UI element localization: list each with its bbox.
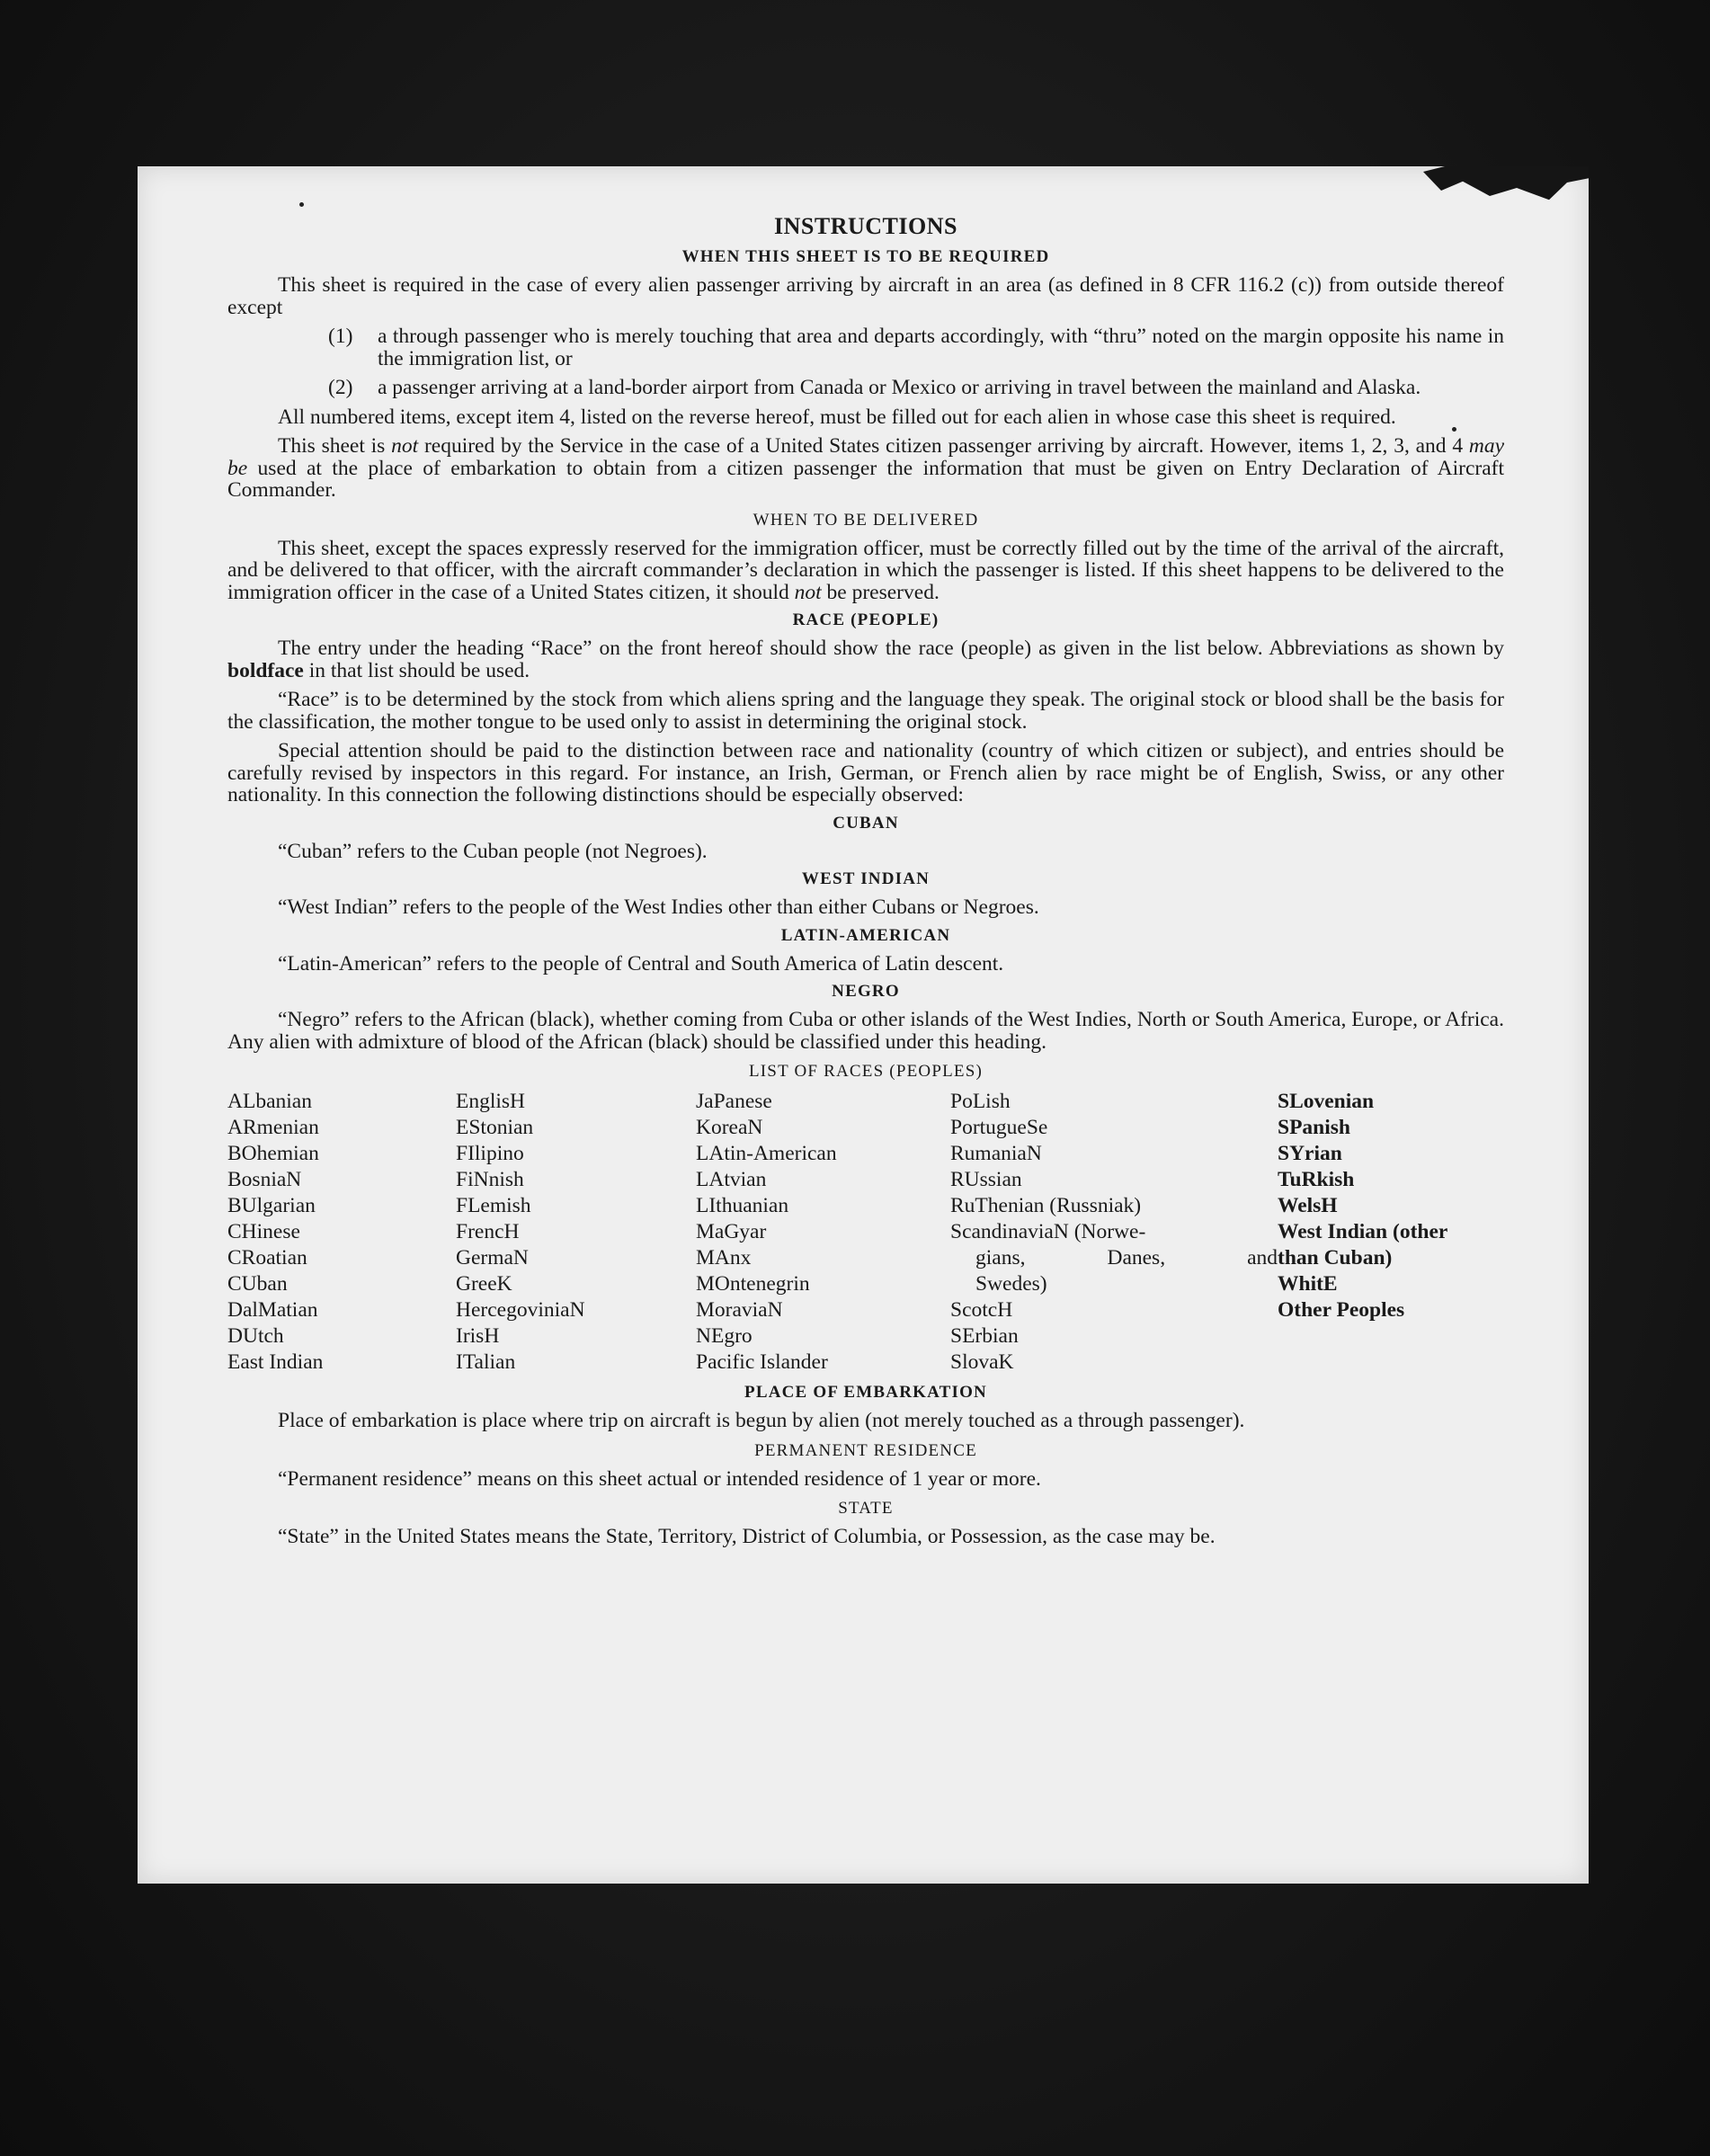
race-entry: than Cuban) [1278,1246,1393,1270]
page-title: INSTRUCTIONS [774,213,957,239]
race-entry: ARmenian [227,1116,319,1139]
races-column-5 [1278,1089,1504,1376]
race-entry: East Indian [227,1350,324,1374]
item-number: (2) [328,376,353,399]
item-text: a passenger arriving at a land-border airport from Canada or Mexico or arriving in travel between the mainland and Alaska. [378,376,1421,399]
race-entry: ScandinaviaN (Norwe- [950,1220,1146,1243]
race-entry: SYrian [1278,1142,1342,1165]
race-entry: WelsH [1278,1194,1338,1217]
race-entry: LAtin-American [696,1142,837,1165]
para-delivered: This sheet, except the spaces expressly reserved for the immigration officer, must be correctly filled out by the time of the arrival of the aircraft, and be delivered to that officer, with the aircraft commander’s declaration in which the passenger is listed. If this sheet happens to be delivered to the immigration officer in the case of a United States citizen, it should not be preserved. [227,536,1504,604]
race-entry: JaPanese [696,1090,772,1113]
race-entry: FIlipino [456,1142,524,1165]
race-entry: GreeK [456,1272,512,1296]
race-entry: MAnx [696,1246,752,1270]
heading-embarkation: PLACE OF EMBARKATION [744,1383,987,1402]
heading-when-required: WHEN THIS SHEET IS TO BE REQUIRED [681,247,1050,266]
heading-cuban: CUBAN [833,813,899,833]
race-entry: BosniaN [227,1168,302,1191]
races-column-1 [227,1089,456,1376]
race-entry: LAtvian [696,1168,767,1191]
instruction-sheet [138,166,1589,1884]
race-entry: RumaniaN [950,1142,1042,1165]
race-entry: PoLish [950,1090,1011,1113]
heading-west-indian: WEST INDIAN [801,869,931,888]
para-negro: “Negro” refers to the African (black), whether coming from Cuba or other islands of the West Indies, North or South America, Europe, or Africa. Any alien with admixture of blood of the African (black) should be classified under this heading. [227,1008,1504,1054]
speck [299,202,304,207]
race-entry: FiNnish [456,1168,524,1191]
race-entry: MoraviaN [696,1298,783,1322]
para-numbered-items: All numbered items, except item 4, listed on the reverse hereof, must be filled out for each alien in whose case this sheet is required. [278,405,1396,429]
race-entry: WhitE [1278,1272,1338,1296]
race-entry: SErbian [950,1324,1019,1348]
race-entry: IrisH [456,1324,500,1348]
race-entry: SlovaK [950,1350,1014,1374]
heading-latin-american: LATIN-AMERICAN [780,925,951,945]
races-column-4 [950,1089,1278,1376]
race-entry: PortugueSe [950,1116,1048,1139]
race-entry: MOntenegrin [696,1272,810,1296]
race-entry: West Indian (other [1278,1220,1448,1243]
heading-state: STATE [838,1499,894,1518]
para-citizen: This sheet is not required by the Service in the case of a United States citizen passenger arriving by aircraft. However, items 1, 2, 3, and 4 may be used at the place of embarkation to obtain from a citizen passenger the information that must be given on Entry Declaration of Aircraft Commander. [227,434,1505,502]
race-entry: GermaN [456,1246,529,1270]
race-entry: gians, Danes, and [975,1246,1278,1270]
race-entry: Pacific Islander [696,1350,828,1374]
race-entry: CHinese [227,1220,300,1243]
para-race-1: The entry under the heading “Race” on the front hereof should show the race (people) as given in the list below. Abbreviations as shown by boldface in that list should be used. [227,637,1504,682]
para-race-2: “Race” is to be determined by the stock from which aliens spring and the language they speak. The original stock or blood shall be the basis for the classification, the mother tongue to be used only to assist in determining the original stock. [227,688,1504,734]
torn-corner [1409,166,1589,220]
race-entry: SPanish [1278,1116,1350,1139]
para-state: “State” in the United States means the State, Territory, District of Columbia, or Possession, as the case may be. [278,1525,1216,1548]
race-entry: LIthuanian [696,1194,789,1217]
race-entry: BUlgarian [227,1194,316,1217]
race-entry: RuThenian (Russniak) [950,1194,1142,1217]
race-entry: HercegoviniaN [456,1298,585,1322]
race-entry: Swedes) [975,1272,1047,1296]
heading-when-delivered: WHEN TO BE DELIVERED [753,510,979,530]
exception-item-2 [328,377,1504,399]
sheet-content [227,213,1504,1555]
race-entry: KoreaN [696,1116,763,1139]
race-entry: MaGyar [696,1220,767,1243]
race-entry: Other Peoples [1278,1298,1405,1322]
heading-residence: PERMANENT RESIDENCE [754,1440,977,1460]
race-entry: ALbanian [227,1090,312,1113]
race-entry: DUtch [227,1324,284,1348]
para-embarkation: Place of embarkation is place where trip on aircraft is begun by alien (not merely touched as a through passenger). [278,1409,1245,1432]
race-entry: DalMatian [227,1298,318,1322]
race-entry: ScotcH [950,1298,1013,1322]
race-entry: TuRkish [1278,1168,1355,1191]
heading-list-of-races: LIST OF RACES (PEOPLES) [748,1062,984,1081]
para-west-indian: “West Indian” refers to the people of the West Indies other than either Cubans or Negroes. [278,895,1039,919]
race-entry: SLovenian [1278,1090,1375,1113]
race-entry: BOhemian [227,1142,319,1165]
race-entry: EStonian [456,1116,534,1139]
races-column-2 [456,1089,696,1376]
race-entry: RUssian [950,1168,1022,1191]
para-residence: “Permanent residence” means on this sheet actual or intended residence of 1 year or more. [278,1466,1041,1491]
heading-negro: NEGRO [832,982,900,1001]
race-entry: ITalian [456,1350,516,1374]
race-entry: FrencH [456,1220,520,1243]
races-list [227,1089,1504,1376]
para-cuban: “Cuban” refers to the Cuban people (not Negroes). [278,839,708,863]
races-column-3 [696,1089,950,1376]
para-race-3: Special attention should be paid to the distinction between race and nationality (country of which citizen or subject), and entries should be carefully revised by inspectors in this regard. For instance, an Irish, German, or French alien by race might be of English, Swiss, or any other nationality. In this connection the following distinctions should be especially observed: [227,739,1504,806]
race-entry: FLemish [456,1194,531,1217]
para-required: This sheet is required in the case of every alien passenger arriving by aircraft in an area (as defined in 8 CFR 116.2 (c)) from outside thereof except [227,273,1504,319]
race-entry: NEgro [696,1324,753,1348]
exception-item-1 [328,325,1504,370]
race-entry: CRoatian [227,1246,307,1270]
item-number: (1) [328,325,353,348]
para-latin-american: “Latin-American” refers to the people of Central and South America of Latin descent. [278,951,1004,976]
race-entry: EnglisH [456,1090,526,1113]
race-entry: CUban [227,1272,288,1296]
heading-race: RACE (PEOPLE) [792,610,940,629]
item-text: a through passenger who is merely touching that area and departs accordingly, with “thru” noted on the margin opposite his name in the immigration list, or [378,325,1504,370]
